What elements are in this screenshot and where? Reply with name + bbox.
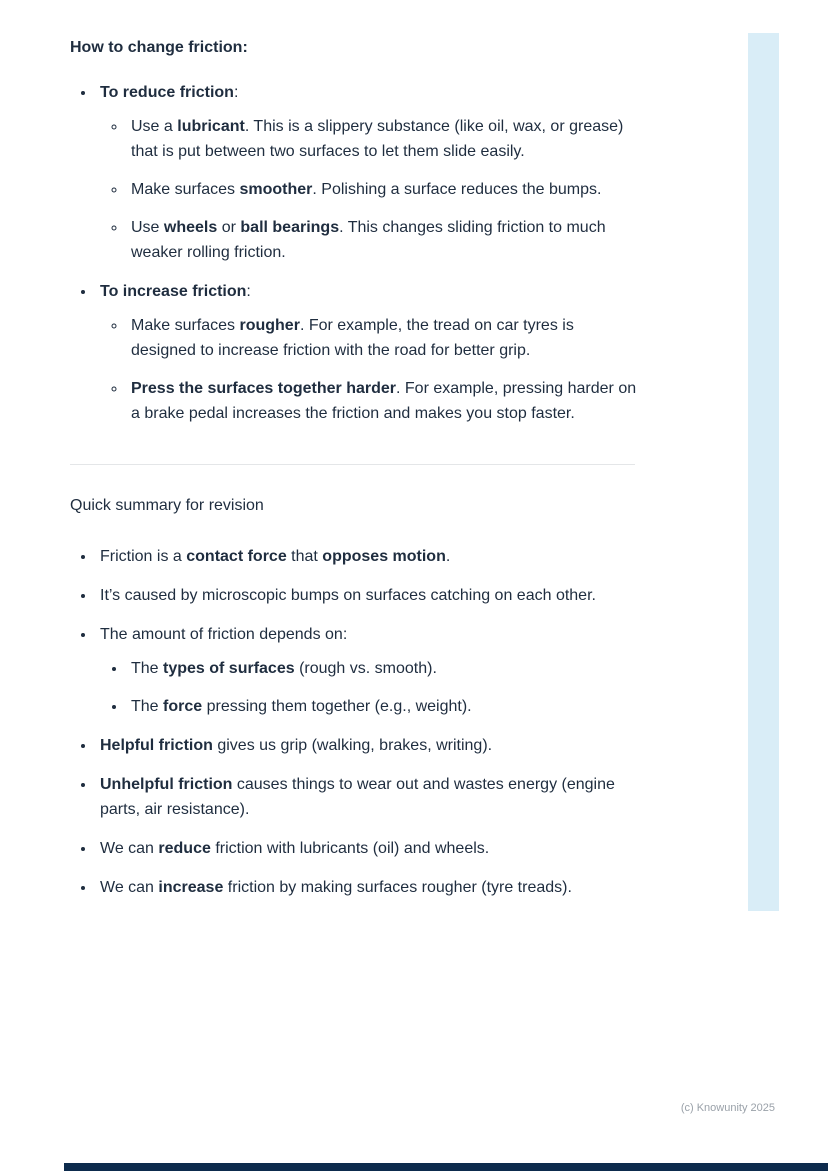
list-item-text xyxy=(131,118,623,160)
sub-list-item xyxy=(127,215,637,265)
list-item-text xyxy=(100,737,492,754)
plain-text: or xyxy=(217,219,241,236)
bold-text: reduce xyxy=(158,840,211,857)
accent-stripe xyxy=(748,33,779,911)
plain-text: . For example, the tread on car tyres is designed to increase friction with the road for better grip. xyxy=(131,317,574,359)
list-item xyxy=(96,733,637,758)
list-item-text xyxy=(131,380,636,422)
sub-list-item xyxy=(127,694,637,719)
plain-text: (rough vs. smooth). xyxy=(294,660,437,677)
list-item-text xyxy=(100,879,572,896)
bold-text: smoother xyxy=(239,181,313,198)
sub-list-item xyxy=(127,376,637,426)
bold-text: Unhelpful friction xyxy=(100,776,233,793)
list-item-text xyxy=(100,283,251,300)
plain-text: : xyxy=(246,283,251,300)
plain-text: that xyxy=(286,548,323,565)
plain-text: Use a xyxy=(131,118,178,135)
plain-text: causes things to wear out and wastes energy (engine parts, air resistance). xyxy=(100,776,615,818)
section-divider xyxy=(70,464,635,465)
list-item-text xyxy=(100,626,347,643)
list-item-text xyxy=(131,698,472,715)
list-item xyxy=(96,544,637,569)
change-friction-list xyxy=(70,80,637,426)
page-content xyxy=(70,36,637,914)
plain-text: friction with lubricants (oil) and wheels. xyxy=(210,840,490,857)
bold-text: types of surfaces xyxy=(163,660,295,677)
plain-text: pressing them together (e.g., weight). xyxy=(202,698,472,715)
sub-list xyxy=(100,656,637,719)
list-item-text xyxy=(131,219,606,261)
list-item-text xyxy=(100,84,238,101)
section-heading: How to change friction: xyxy=(70,39,248,56)
plain-text: gives us grip (walking, brakes, writing). xyxy=(212,737,493,754)
plain-text: Make surfaces xyxy=(131,181,240,198)
plain-text: . Polishing a surface reduces the bumps. xyxy=(312,181,602,198)
sub-list-item xyxy=(127,656,637,681)
list-item-text xyxy=(131,660,437,677)
summary-list xyxy=(70,544,637,900)
bold-text: opposes motion xyxy=(322,548,446,565)
list-item-text xyxy=(100,840,489,857)
bold-text: Helpful friction xyxy=(100,737,213,754)
list-item xyxy=(96,80,637,265)
bold-text: ball bearings xyxy=(240,219,340,236)
bold-text: force xyxy=(163,698,203,715)
plain-text: Friction is a xyxy=(100,548,187,565)
plain-text: Use xyxy=(131,219,164,236)
sub-list xyxy=(100,313,637,426)
list-item-text xyxy=(100,587,596,604)
plain-text: friction by making surfaces rougher (tyre treads). xyxy=(223,879,572,896)
bold-text: Press the surfaces together harder xyxy=(131,380,396,397)
bold-text: increase xyxy=(158,879,224,896)
plain-text: We can xyxy=(100,840,159,857)
list-item-text xyxy=(131,317,574,359)
bold-text: lubricant xyxy=(177,118,245,135)
plain-text: . For example, pressing harder on a brake pedal increases the friction and makes you stop faster. xyxy=(131,380,637,422)
plain-text: The xyxy=(131,660,164,677)
plain-text: Make surfaces xyxy=(131,317,240,334)
plain-text: The xyxy=(131,698,164,715)
plain-text: : xyxy=(233,84,239,101)
bold-text: To reduce friction xyxy=(100,84,234,101)
sub-list xyxy=(100,114,637,265)
bold-text: wheels xyxy=(163,219,218,236)
plain-text: We can xyxy=(100,879,159,896)
list-item xyxy=(96,622,637,719)
plain-text: It’s caused by microscopic bumps on surfaces catching on each other. xyxy=(100,587,596,604)
footer-credit: (c) Knowunity 2025 xyxy=(680,1102,775,1114)
next-page-edge-bar xyxy=(64,1163,828,1171)
list-item-text xyxy=(131,181,601,198)
plain-text: . This changes sliding friction to much weaker rolling friction. xyxy=(131,219,606,261)
list-item xyxy=(96,836,637,861)
plain-text: The amount of friction depends on: xyxy=(100,626,348,643)
sub-list-item xyxy=(127,313,637,363)
list-item-text xyxy=(100,548,450,565)
plain-text: . xyxy=(445,548,451,565)
bold-text: To increase friction xyxy=(100,283,247,300)
list-item xyxy=(96,279,637,426)
bold-text: contact force xyxy=(186,548,287,565)
summary-heading: Quick summary for revision xyxy=(70,497,264,514)
bold-text: rougher xyxy=(239,317,300,334)
list-item xyxy=(96,583,637,608)
sub-list-item xyxy=(127,114,637,164)
list-item xyxy=(96,772,637,822)
list-item xyxy=(96,875,637,900)
plain-text: . This is a slippery substance (like oil, wax, or grease) that is put between two surfaces to let them slide easily. xyxy=(131,118,624,160)
sub-list-item xyxy=(127,177,637,202)
list-item-text xyxy=(100,776,615,818)
